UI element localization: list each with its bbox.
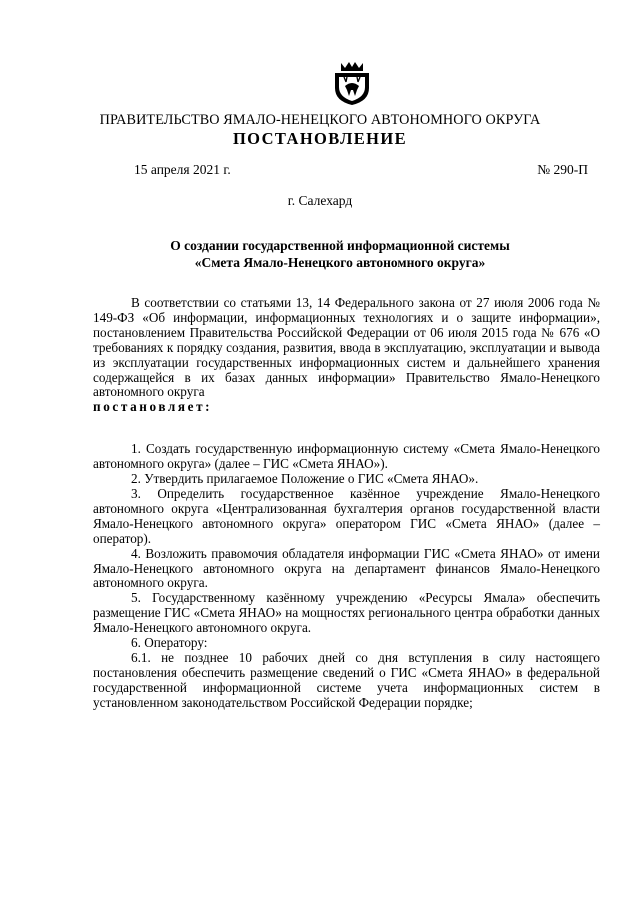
- document-city: г. Салехард: [287, 193, 353, 208]
- list-item: 5. Государственному казённому учреждению «Ресурсы Ямала» обеспечить размещение ГИС «Смета ЯНАО» на мощностях регионального центра обработки данных Ямало-Ненецкого автономного округа.: [93, 590, 600, 636]
- yamal-coat-of-arms-icon: [333, 60, 371, 106]
- document-type: ПОСТАНОВЛЕНИЕ: [232, 129, 408, 148]
- title-line-1: О создании государственной информационной системы: [170, 238, 510, 253]
- list-item: 4. Возложить правомочия обладателя информации ГИС «Смета ЯНАО» от имени Ямало-Ненецкого автономного округа на департамент финансов Ямало-Ненецкого автономного округа.: [93, 545, 600, 591]
- resolves-heading: постановляет:: [93, 399, 213, 415]
- list-item: 1. Создать государственную информационную систему «Смета Ямало-Ненецкого автономного округа» (далее – ГИС «Смета ЯНАО»).: [93, 441, 600, 472]
- document-body: [93, 296, 600, 711]
- list-item: 2. Утвердить прилагаемое Положение о ГИС «Смета ЯНАО».: [131, 471, 479, 487]
- list-item: 6.1. не позднее 10 рабочих дней со дня вступления в силу настоящего постановления обеспечить размещение сведений о ГИС «Смета ЯНАО» в федеральной государственной информационной системе учета информационных систем в установленном законодательством Российской Федерации порядке;: [93, 649, 600, 710]
- preamble-paragraph: В соответствии со статьями 13, 14 Федерального закона от 27 июля 2006 года № 149-ФЗ «Об информации, информационных технологиях и о защите информации», постановлением Правительства Российской Федерации от 06 июля 2015 года № 676 «О требованиях к порядку создания, развития, ввода в эксплуатацию, эксплуатации и вывода из эксплуатации государственных информационных систем и дальнейшего хранения содержащейся в их базах данных информации» Правительство Ямало-Ненецкого автономного округа: [93, 295, 600, 400]
- title-line-2: «Смета Ямало-Ненецкого автономного округа»: [194, 255, 486, 270]
- document-title: [0, 237, 640, 271]
- organization-name: ПРАВИТЕЛЬСТВО ЯМАЛО-НЕНЕЦКОГО АВТОНОМНОГО ОКРУГА: [99, 112, 541, 128]
- list-item: 6. Оператору:: [131, 635, 208, 651]
- document-date: 15 апреля 2021 г.: [134, 162, 231, 177]
- list-item: 3. Определить государственное казённое учреждение Ямало-Ненецкого автономного округа «Централизованная бухгалтерия органов государственной власти Ямало-Ненецкого автономного округа» оператором ГИС «Смета ЯНАО» (далее – оператор).: [93, 485, 600, 546]
- document-number: № 290-П: [537, 162, 588, 177]
